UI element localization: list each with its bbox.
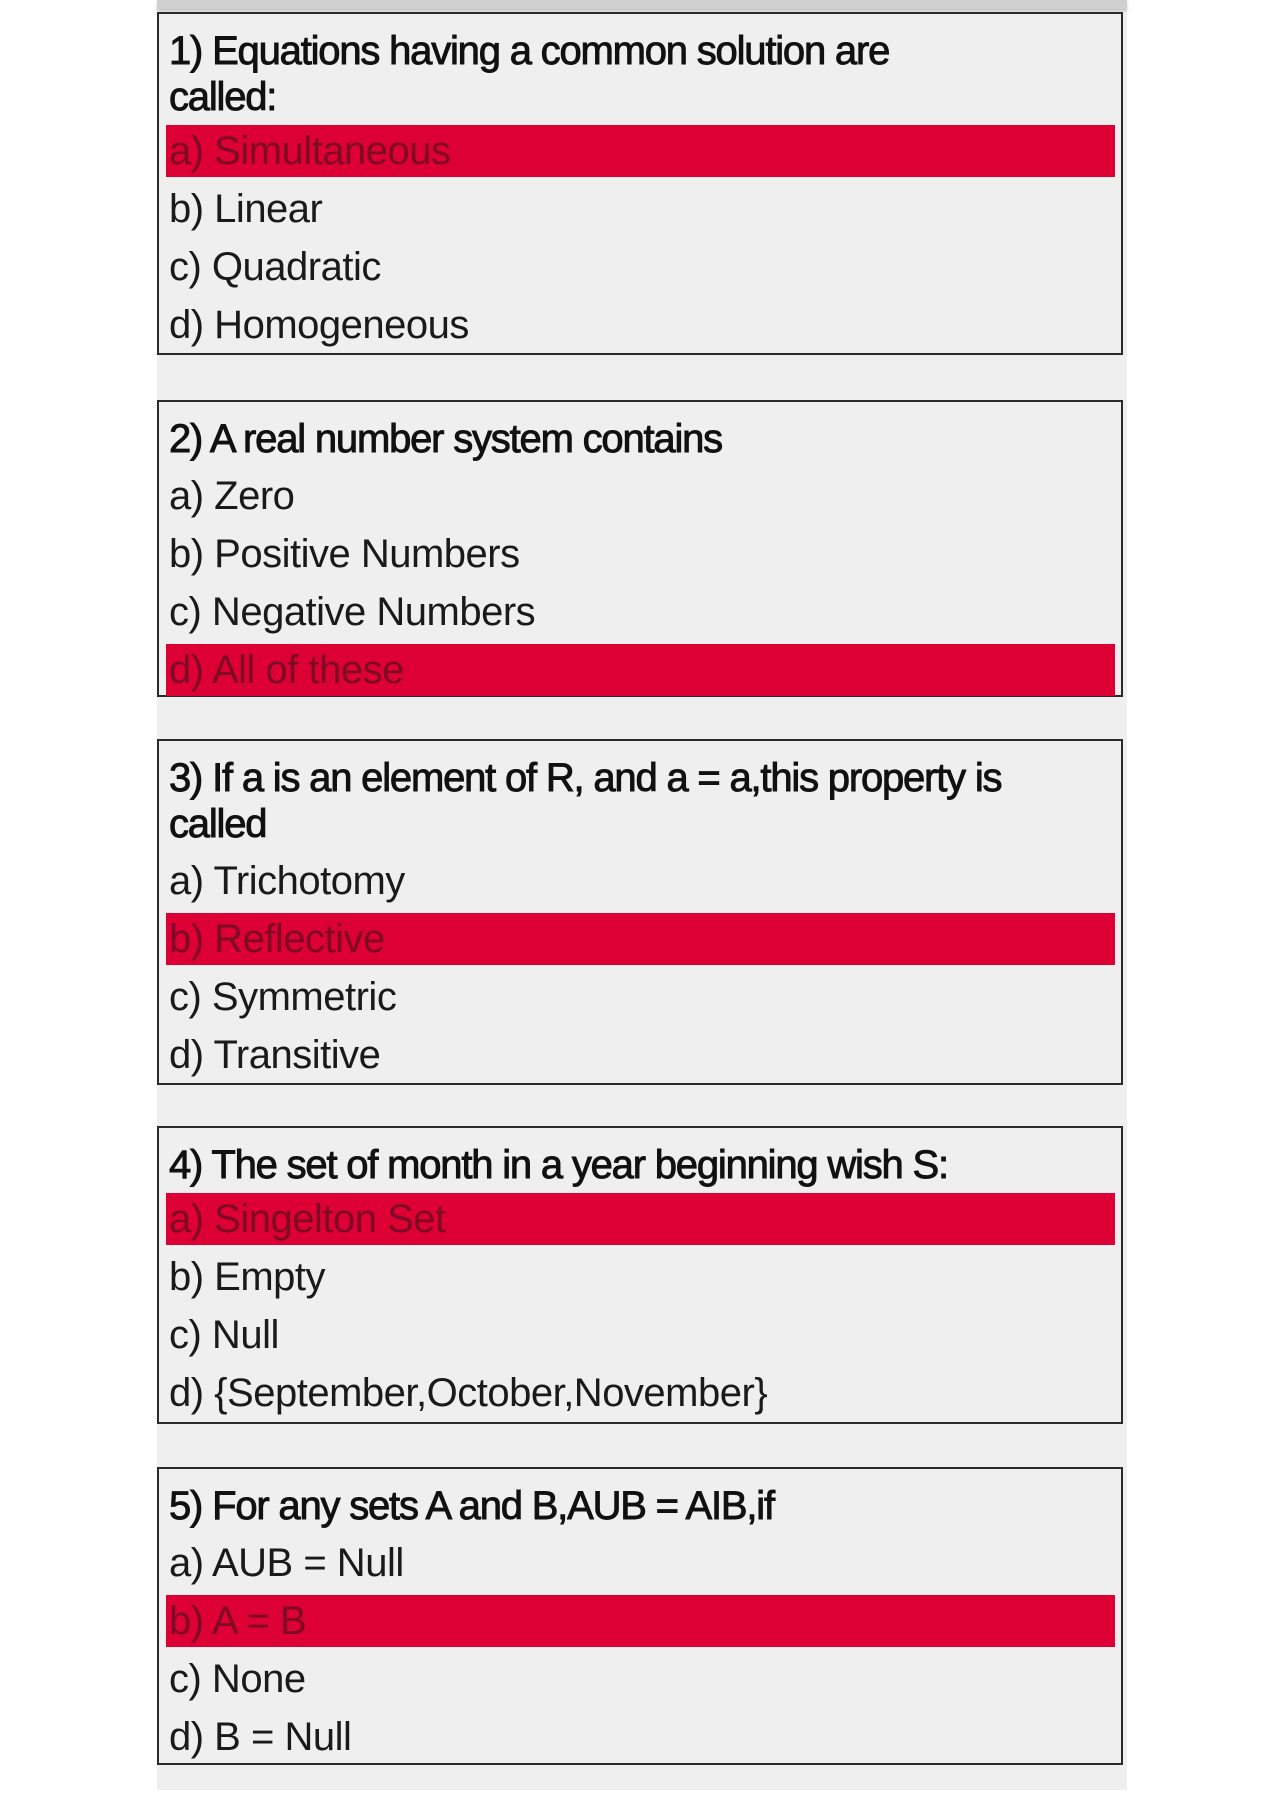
option[interactable]: d) {September,October,November} — [169, 1370, 768, 1415]
question-text: 2) A real number system contains — [169, 417, 722, 461]
question-card-3 — [157, 739, 1123, 1085]
option[interactable]: c) Symmetric — [169, 974, 397, 1019]
option[interactable]: a) AUB = Null — [169, 1540, 404, 1585]
option[interactable]: c) None — [169, 1656, 306, 1701]
question-text: 3) If a is an element of R, and a = a,this property is called — [169, 756, 1002, 846]
question-card-2 — [157, 400, 1123, 697]
option-selected[interactable]: a) Singelton Set — [166, 1193, 1115, 1245]
question-text: 1) Equations having a common solution are called: — [169, 29, 890, 119]
option-selected[interactable]: a) Simultaneous — [166, 125, 1115, 177]
option[interactable]: d) Transitive — [169, 1032, 381, 1077]
option[interactable]: c) Negative Numbers — [169, 589, 536, 634]
option[interactable]: a) Zero — [169, 473, 295, 518]
option[interactable]: b) Positive Numbers — [169, 531, 520, 576]
option-selected[interactable]: b) Reflective — [166, 913, 1115, 965]
question-card-5 — [157, 1467, 1123, 1765]
question-text: 5) For any sets A and B,AUB = AIB,if — [169, 1484, 774, 1528]
quiz-sheet — [157, 0, 1127, 1790]
option-selected[interactable]: b) A = B — [166, 1595, 1115, 1647]
top-bar — [157, 0, 1127, 9]
question-text: 4) The set of month in a year beginning wish S: — [169, 1143, 948, 1187]
option-selected[interactable]: d) All of these — [166, 644, 1115, 696]
option[interactable]: d) B = Null — [169, 1714, 352, 1759]
option[interactable]: b) Empty — [169, 1254, 326, 1299]
option[interactable]: a) Trichotomy — [169, 858, 405, 903]
question-card-4 — [157, 1126, 1123, 1424]
option[interactable]: d) Homogeneous — [169, 302, 469, 347]
option[interactable]: c) Quadratic — [169, 244, 381, 289]
option[interactable]: b) Linear — [169, 186, 323, 231]
option[interactable]: c) Null — [169, 1312, 279, 1357]
question-card-1 — [157, 12, 1123, 355]
